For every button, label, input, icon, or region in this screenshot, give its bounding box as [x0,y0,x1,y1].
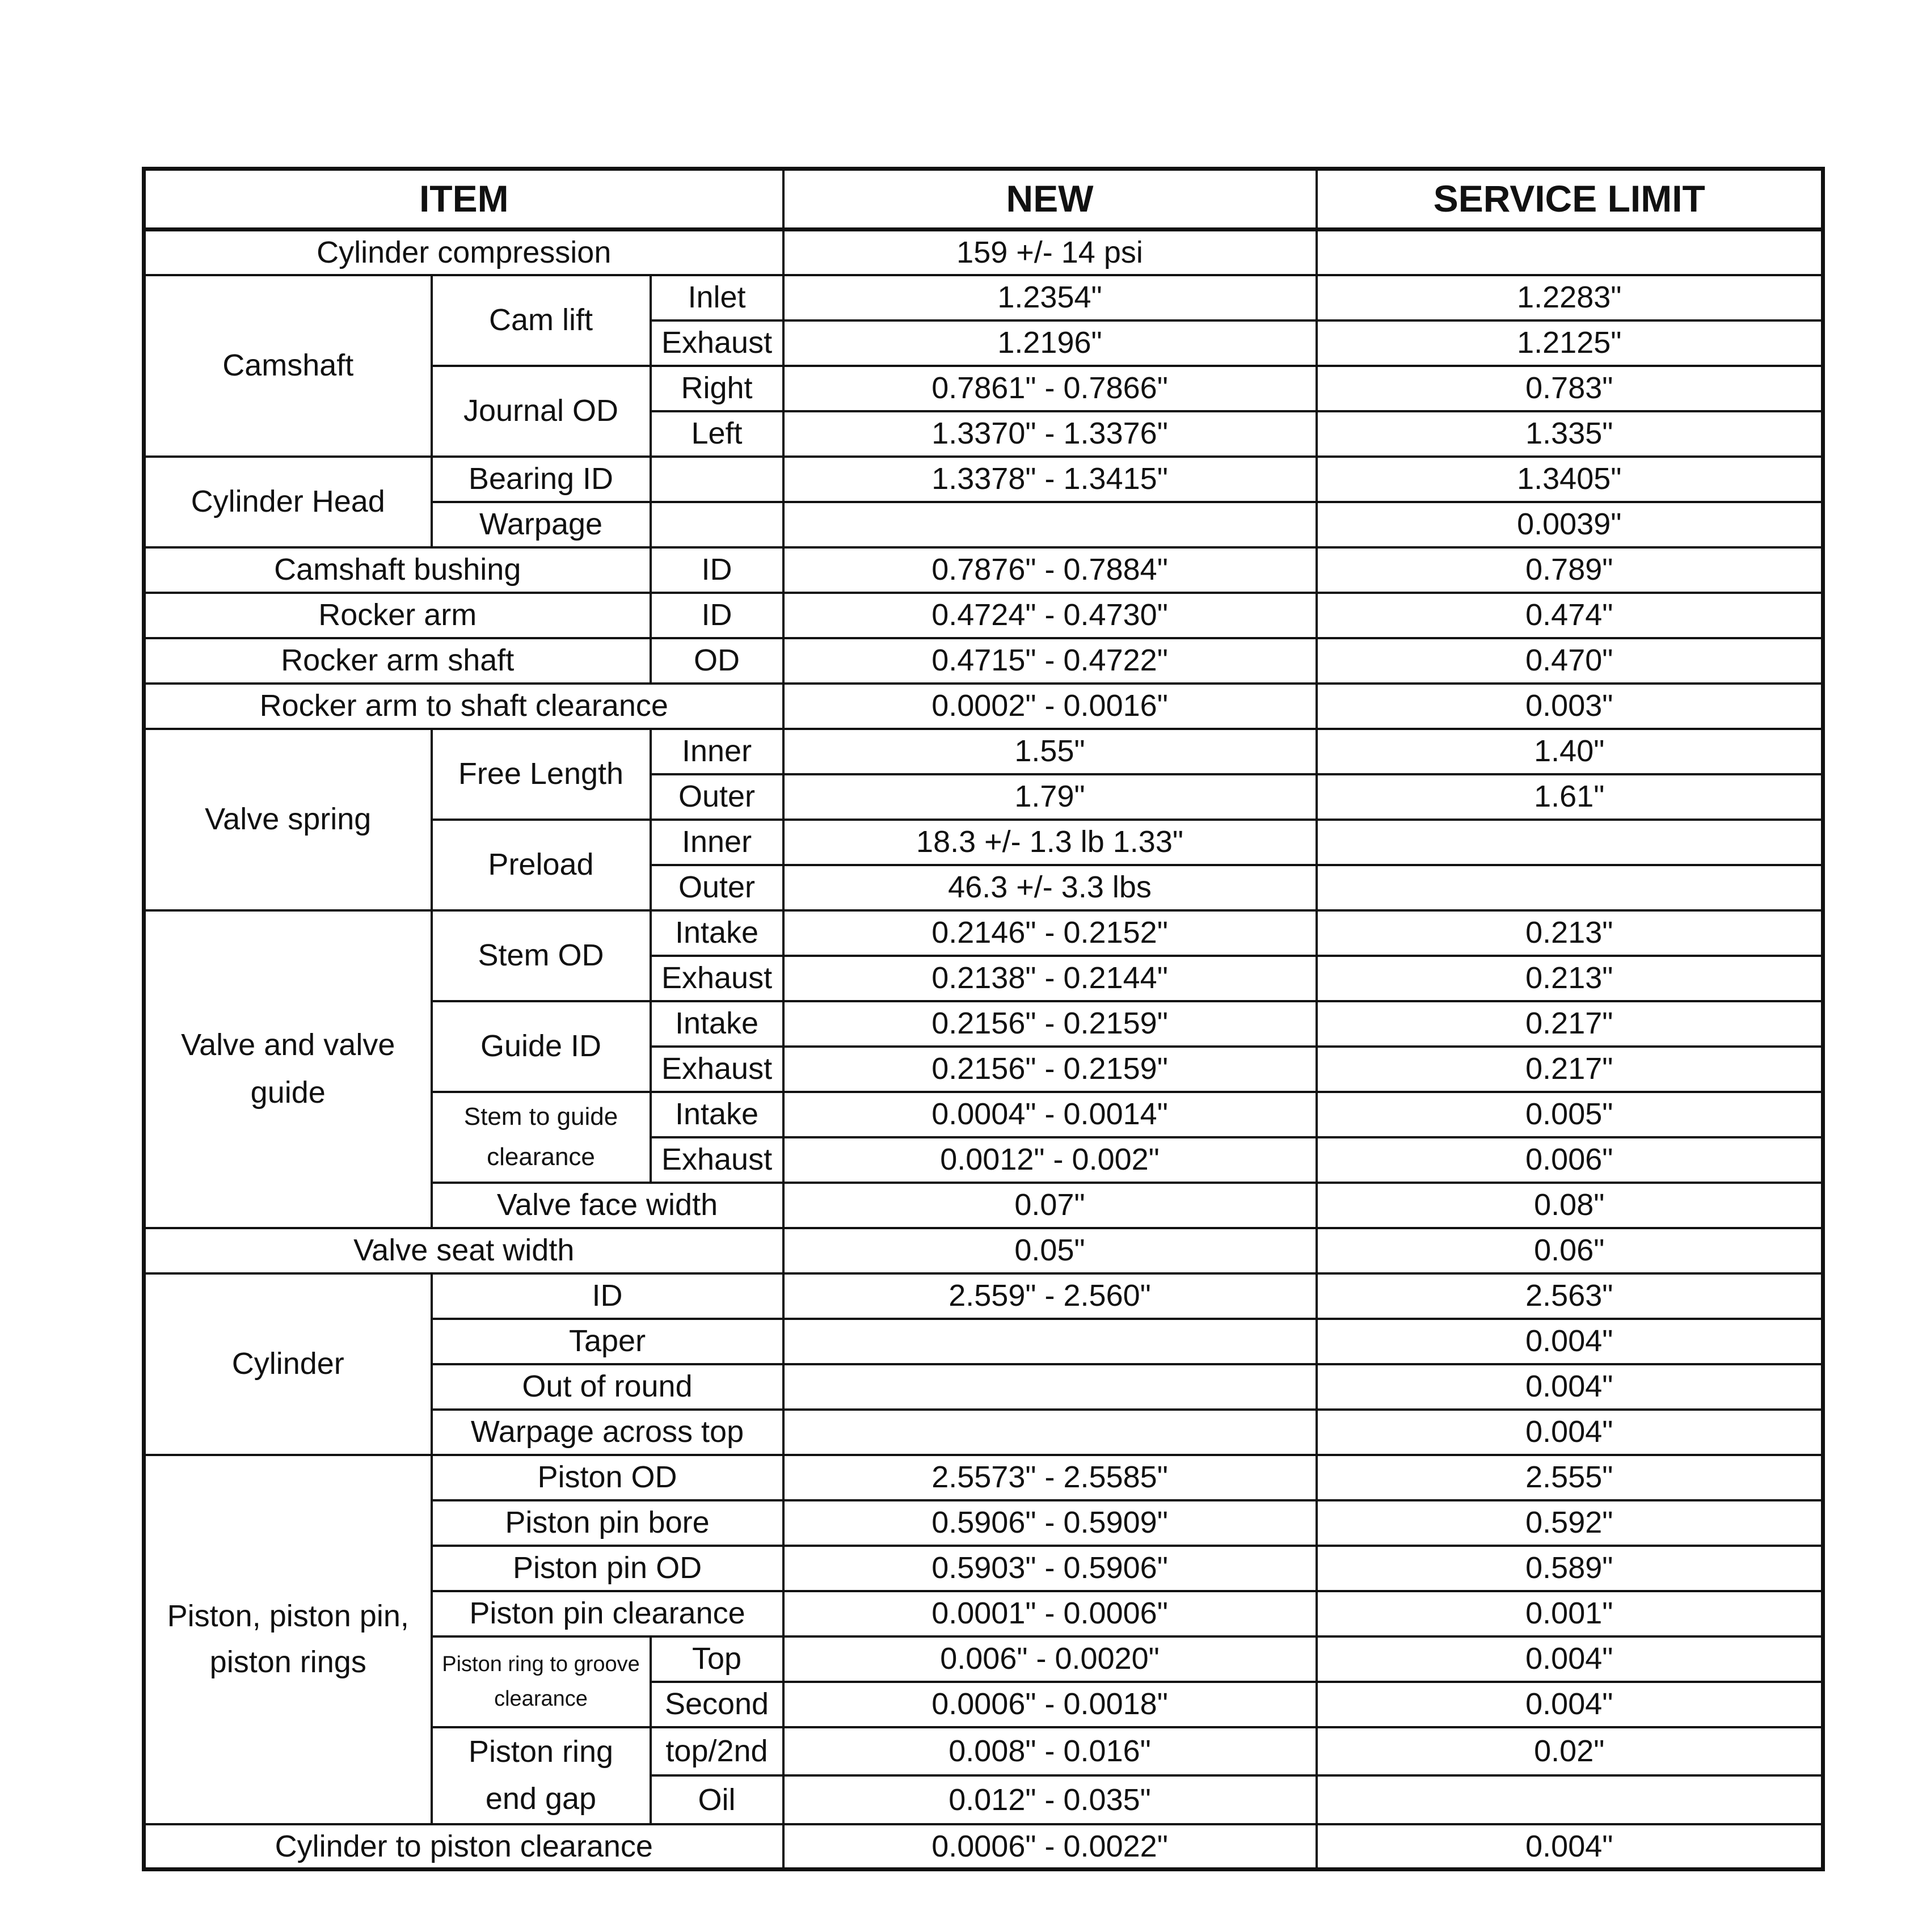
row-label: Rocker arm to shaft clearance [144,684,783,729]
limit-value: 0.589" [1317,1546,1823,1591]
row-label: Rocker arm shaft [144,638,651,684]
subgroup-label: Warpage [432,502,651,547]
new-value: 1.2354" [783,275,1317,320]
detail-label: Top [651,1636,783,1682]
detail-label: Second [651,1682,783,1727]
limit-value: 0.004" [1317,1682,1823,1727]
header-new: NEW [783,169,1317,230]
limit-value: 0.004" [1317,1410,1823,1455]
limit-value: 2.563" [1317,1273,1823,1319]
table-row [144,457,1823,502]
limit-value: 0.02" [1317,1727,1823,1776]
limit-value: 0.004" [1317,1364,1823,1410]
limit-value: 1.335" [1317,411,1823,457]
limit-value [1317,230,1823,275]
row-label: Cylinder compression [144,230,783,275]
new-value: 0.4715" - 0.4722" [783,638,1317,684]
table-row [144,230,1823,275]
detail-label: Inner [651,820,783,865]
limit-value: 2.555" [1317,1455,1823,1500]
table-row [144,1455,1823,1500]
detail-label: Inlet [651,275,783,320]
limit-value: 0.006" [1317,1137,1823,1183]
new-value: 0.2138" - 0.2144" [783,956,1317,1001]
row-label: Valve seat width [144,1228,783,1273]
subgroup-label: Piston ring to groove clearance [432,1636,651,1727]
limit-value: 0.474" [1317,593,1823,638]
subgroup-label: Bearing ID [432,457,651,502]
subgroup-label: Piston OD [432,1455,783,1500]
detail-label: ID [651,547,783,593]
new-value: 1.3370" - 1.3376" [783,411,1317,457]
limit-value: 1.2283" [1317,275,1823,320]
new-value: 0.008" - 0.016" [783,1727,1317,1776]
new-value [783,502,1317,547]
detail-label: Exhaust [651,1047,783,1092]
limit-value [1317,1775,1823,1824]
new-value: 0.0012" - 0.002" [783,1137,1317,1183]
limit-value [1317,865,1823,910]
group-label: Camshaft [144,275,432,457]
subgroup-label: Stem OD [432,910,651,1001]
detail-label: top/2nd [651,1727,783,1776]
limit-value: 0.217" [1317,1047,1823,1092]
detail-label: Left [651,411,783,457]
subgroup-label: Piston pin OD [432,1546,783,1591]
limit-value: 1.61" [1317,774,1823,820]
new-value: 0.7861" - 0.7866" [783,366,1317,411]
limit-value: 0.004" [1317,1636,1823,1682]
new-value: 1.79" [783,774,1317,820]
limit-value: 0.217" [1317,1001,1823,1047]
detail-label: Outer [651,774,783,820]
new-value: 2.5573" - 2.5585" [783,1455,1317,1500]
group-label: Piston, piston pin, piston rings [144,1455,432,1824]
detail-label: Exhaust [651,320,783,366]
subgroup-label: Warpage across top [432,1410,783,1455]
subgroup-label: Journal OD [432,366,651,457]
limit-value: 0.592" [1317,1500,1823,1546]
row-label: Camshaft bushing [144,547,651,593]
new-value: 0.05" [783,1228,1317,1273]
new-value: 18.3 +/- 1.3 lb 1.33" [783,820,1317,865]
subgroup-label: Piston ring end gap [432,1727,651,1824]
limit-value: 0.213" [1317,956,1823,1001]
table-row [144,593,1823,638]
group-label: Cylinder [144,1273,432,1455]
detail-label: ID [651,593,783,638]
header-service-limit: SERVICE LIMIT [1317,169,1823,230]
new-value: 0.0006" - 0.0022" [783,1824,1317,1870]
detail-label: Intake [651,1092,783,1137]
limit-value: 0.783" [1317,366,1823,411]
row-label: Cylinder to piston clearance [144,1824,783,1870]
new-value: 159 +/- 14 psi [783,230,1317,275]
detail-label: Right [651,366,783,411]
subgroup-label: Out of round [432,1364,783,1410]
new-value: 0.0001" - 0.0006" [783,1591,1317,1636]
subgroup-label: ID [432,1273,783,1319]
new-value [783,1364,1317,1410]
new-value [783,1410,1317,1455]
new-value: 2.559" - 2.560" [783,1273,1317,1319]
new-value: 0.5906" - 0.5909" [783,1500,1317,1546]
detail-label [651,502,783,547]
new-value: 0.2156" - 0.2159" [783,1001,1317,1047]
new-value: 0.0006" - 0.0018" [783,1682,1317,1727]
table-row [144,547,1823,593]
new-value: 46.3 +/- 3.3 lbs [783,865,1317,910]
limit-value: 0.005" [1317,1092,1823,1137]
table-row [144,638,1823,684]
table-row [144,910,1823,956]
new-value: 1.55" [783,729,1317,774]
subgroup-label: Taper [432,1319,783,1364]
limit-value: 0.001" [1317,1591,1823,1636]
table-row [144,684,1823,729]
limit-value: 0.06" [1317,1228,1823,1273]
limit-value: 0.08" [1317,1183,1823,1228]
new-value: 1.3378" - 1.3415" [783,457,1317,502]
new-value: 0.2156" - 0.2159" [783,1047,1317,1092]
subgroup-label: Piston pin bore [432,1500,783,1546]
subgroup-label: Preload [432,820,651,910]
service-spec-table [142,167,1825,1871]
subgroup-label: Free Length [432,729,651,820]
detail-label: Intake [651,1001,783,1047]
new-value: 0.5903" - 0.5906" [783,1546,1317,1591]
detail-label: Inner [651,729,783,774]
table-row [144,1273,1823,1319]
group-label: Cylinder Head [144,457,432,547]
detail-label: Oil [651,1775,783,1824]
limit-value: 0.470" [1317,638,1823,684]
detail-label: OD [651,638,783,684]
new-value: 0.0002" - 0.0016" [783,684,1317,729]
new-value: 0.07" [783,1183,1317,1228]
detail-label: Outer [651,865,783,910]
limit-value: 0.0039" [1317,502,1823,547]
new-value: 0.012" - 0.035" [783,1775,1317,1824]
subgroup-label: Guide ID [432,1001,651,1092]
subgroup-label: Stem to guide clearance [432,1092,651,1183]
new-value: 0.4724" - 0.4730" [783,593,1317,638]
limit-value: 1.3405" [1317,457,1823,502]
new-value: 1.2196" [783,320,1317,366]
limit-value: 0.213" [1317,910,1823,956]
limit-value: 1.40" [1317,729,1823,774]
new-value: 0.0004" - 0.0014" [783,1092,1317,1137]
detail-label: Exhaust [651,956,783,1001]
subgroup-label: Piston pin clearance [432,1591,783,1636]
limit-value: 0.004" [1317,1824,1823,1870]
new-value: 0.2146" - 0.2152" [783,910,1317,956]
header-row [144,169,1823,230]
group-label: Valve and valve guide [144,910,432,1228]
limit-value: 0.789" [1317,547,1823,593]
subgroup-label: Valve face width [432,1183,783,1228]
table-row [144,1228,1823,1273]
group-label: Valve spring [144,729,432,910]
header-item: ITEM [144,169,783,230]
detail-label [651,457,783,502]
subgroup-label: Cam lift [432,275,651,366]
table-row [144,275,1823,320]
limit-value [1317,820,1823,865]
limit-value: 1.2125" [1317,320,1823,366]
detail-label: Exhaust [651,1137,783,1183]
detail-label: Intake [651,910,783,956]
new-value: 0.7876" - 0.7884" [783,547,1317,593]
table-row [144,1824,1823,1870]
limit-value: 0.004" [1317,1319,1823,1364]
row-label: Rocker arm [144,593,651,638]
new-value: 0.006" - 0.0020" [783,1636,1317,1682]
table-row [144,729,1823,774]
limit-value: 0.003" [1317,684,1823,729]
new-value [783,1319,1317,1364]
